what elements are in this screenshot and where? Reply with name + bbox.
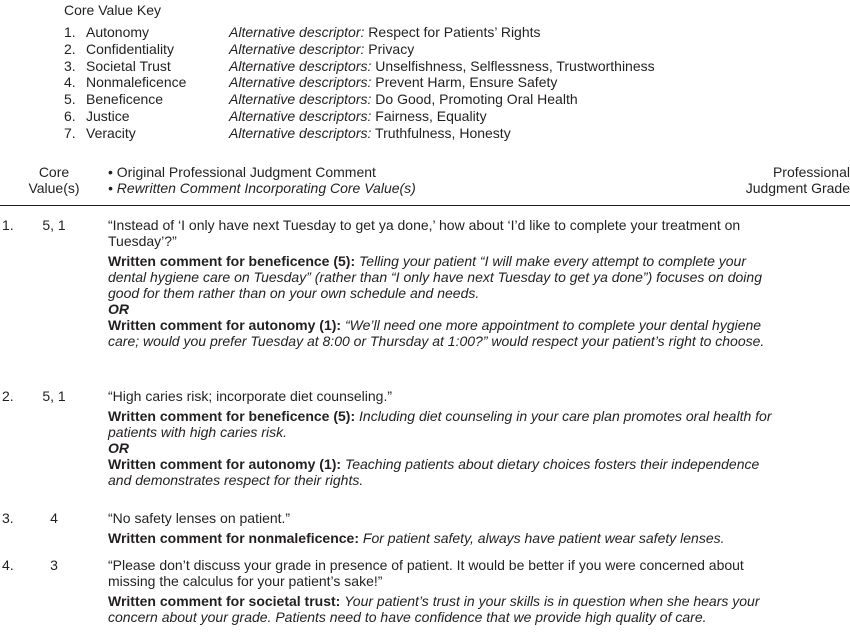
rewritten-comment bbox=[108, 317, 780, 349]
descriptor-label: Alternative descriptor: bbox=[229, 40, 365, 57]
rewritten-text: For patient safety, always have patient wear safety lenses. bbox=[362, 530, 725, 546]
original-comment: “No safety lenses on patient.” bbox=[108, 510, 291, 526]
header-original-comment: • Original Professional Judgment Comment bbox=[108, 164, 376, 180]
rewritten-comment bbox=[108, 530, 780, 546]
core-value-key-title: Core Value Key bbox=[64, 2, 162, 18]
row-core-values: 5, 1 bbox=[42, 217, 66, 233]
descriptor-label: Alternative descriptor: bbox=[229, 24, 365, 40]
row-number: 2. bbox=[2, 388, 14, 404]
row-comments bbox=[108, 217, 780, 349]
key-item-number: 6. bbox=[64, 107, 76, 124]
descriptor-label: Alternative descriptors: bbox=[229, 91, 372, 108]
rewritten-comment bbox=[108, 593, 780, 625]
key-item-label: Justice bbox=[86, 107, 130, 124]
rewritten-label: Written comment for societal trust: bbox=[108, 593, 341, 609]
key-item-number: 3. bbox=[64, 57, 76, 74]
grade-column-header bbox=[746, 164, 850, 196]
row-number: 4. bbox=[2, 557, 14, 573]
key-item-descriptor bbox=[229, 58, 655, 74]
row-comments bbox=[108, 557, 780, 625]
original-comment: “Instead of ‘I only have next Tuesday to get ya done,’ how about ‘I’d like to complete your treatment on Tuesday’?” bbox=[108, 217, 741, 249]
rewritten-comment bbox=[108, 456, 780, 488]
original-comment: “High caries risk; incorporate diet counseling.” bbox=[108, 388, 393, 404]
row-core-values: 4 bbox=[50, 510, 58, 526]
header-rewritten-comment: • Rewritten Comment Incorporating Core Value(s) bbox=[108, 180, 416, 196]
key-item-number: 5. bbox=[64, 91, 76, 108]
row-number: 1. bbox=[2, 217, 14, 233]
row-core-values: 5, 1 bbox=[42, 388, 66, 404]
header-core-line1: Core bbox=[38, 164, 70, 180]
original-comment: “Please don’t discuss your grade in presence of patient. It would be better if you were concerned about missing the calculus for your patient’s sake!” bbox=[108, 557, 744, 589]
descriptor-label: Alternative descriptors: bbox=[229, 74, 372, 91]
rewritten-label: Written comment for autonomy (1): bbox=[108, 317, 342, 333]
rewritten-label: Written comment for beneficence (5): bbox=[108, 408, 356, 424]
key-item-number: 2. bbox=[64, 40, 76, 57]
key-item-number: 7. bbox=[64, 124, 76, 141]
or-separator: OR bbox=[108, 301, 129, 317]
key-item-label: Veracity bbox=[86, 124, 136, 141]
rewritten-comment bbox=[108, 253, 780, 301]
descriptor-label: Alternative descriptors: bbox=[229, 57, 372, 74]
table-header bbox=[0, 164, 850, 200]
core-values-column-header bbox=[24, 164, 84, 196]
rewritten-label: Written comment for nonmaleficence: bbox=[108, 530, 360, 546]
or-separator: OR bbox=[108, 440, 129, 456]
rewritten-text: “We’ll need one more appointment to complete your dental hygiene care; would you prefer Tuesday at 8:00 or Thursday at 1:00?” would respect your patient’s right to choose. bbox=[108, 317, 765, 349]
header-grade-line1: Professional bbox=[772, 164, 850, 180]
key-item-descriptor bbox=[229, 125, 511, 141]
rewritten-text: Telling your patient “I will make every attempt to complete your dental hygiene care on Tuesday” (rather than “I only have next Tuesday to get ya done”) focuses on doing good for them rather than on your own schedule and needs. bbox=[108, 253, 762, 301]
key-item-descriptor bbox=[229, 41, 414, 57]
rewritten-text: Teaching patients about dietary choices fosters their independence and demonstrates respect for their rights. bbox=[108, 456, 760, 488]
key-item-number: 1. bbox=[64, 24, 76, 40]
rewritten-comment bbox=[108, 408, 780, 440]
rewritten-text: Including diet counseling in your care plan promotes oral health for patients with high caries risk. bbox=[108, 408, 772, 440]
descriptor-text: Do Good, Promoting Oral Health bbox=[375, 91, 578, 108]
comment-column-header bbox=[108, 164, 416, 196]
key-item-descriptor bbox=[229, 24, 541, 40]
header-core-line2: Value(s) bbox=[28, 180, 80, 196]
key-item-descriptor bbox=[229, 74, 557, 90]
key-item-descriptor bbox=[229, 108, 487, 124]
key-item-label: Nonmaleficence bbox=[86, 74, 187, 91]
row-number: 3. bbox=[2, 510, 14, 526]
header-divider bbox=[0, 205, 850, 206]
descriptor-text: Prevent Harm, Ensure Safety bbox=[375, 74, 558, 91]
descriptor-label: Alternative descriptors: bbox=[229, 107, 372, 124]
rewritten-label: Written comment for autonomy (1): bbox=[108, 456, 342, 472]
row-core-values: 3 bbox=[50, 557, 58, 573]
header-grade-line2: Judgment Grade bbox=[745, 180, 850, 196]
key-item-label: Beneficence bbox=[86, 91, 164, 108]
descriptor-text: Fairness, Equality bbox=[375, 107, 487, 124]
rewritten-text: Your patient’s trust in your skills is in question when she hears your concern about your grade. Patients need to have confidence that we provide high quality of care. bbox=[108, 593, 760, 625]
row-comments bbox=[108, 510, 780, 546]
key-item-descriptor bbox=[229, 91, 578, 107]
key-item-label: Societal Trust bbox=[86, 57, 171, 74]
descriptor-text: Truthfulness, Honesty bbox=[375, 124, 511, 141]
key-item-label: Confidentiality bbox=[86, 40, 174, 57]
key-item-label: Autonomy bbox=[86, 24, 150, 40]
descriptor-label: Alternative descriptors: bbox=[229, 124, 372, 141]
rewritten-label: Written comment for beneficence (5): bbox=[108, 253, 356, 269]
key-item-number: 4. bbox=[64, 74, 76, 91]
descriptor-text: Respect for Patients’ Rights bbox=[368, 24, 541, 40]
descriptor-text: Privacy bbox=[368, 40, 415, 57]
row-comments bbox=[108, 388, 780, 488]
descriptor-text: Unselfishness, Selflessness, Trustworthiness bbox=[375, 57, 655, 74]
